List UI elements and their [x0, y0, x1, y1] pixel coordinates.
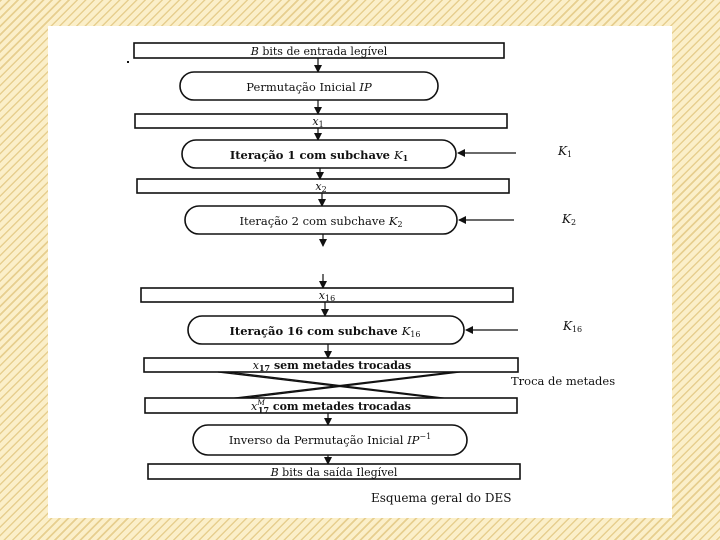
inverse-permutation-var: IP	[407, 433, 420, 447]
x17-sub: 17	[258, 363, 271, 373]
output-box	[148, 464, 520, 479]
svg-text:Permutação Inicial IP	[246, 80, 372, 94]
input-box	[134, 43, 504, 58]
svg-text:xM17 com metades trocadas	[251, 398, 411, 415]
k1-label	[557, 144, 572, 159]
svg-text:Inverso da Permutação Inicial	[229, 432, 431, 447]
x2-box	[137, 179, 509, 194]
inverse-permutation-text: Inverso da Permutação Inicial	[228, 433, 408, 447]
svg-text:B bits da saída Ilegível	[270, 466, 398, 479]
k1-label-sub: 1	[566, 150, 573, 159]
x17m-text: com metades trocadas	[269, 400, 411, 413]
k2-label-base: K	[562, 212, 571, 226]
x2-sub: 2	[321, 185, 327, 194]
iteration-2-key-sub: 2	[397, 220, 403, 229]
iteration-16-box	[188, 316, 464, 344]
iteration-16-key: K	[401, 324, 411, 338]
iteration-1-key: K	[394, 148, 403, 162]
x1-box	[135, 114, 507, 129]
svg-text:Iteração 16 com subchave K16	[230, 324, 421, 339]
x17m-box	[145, 398, 517, 415]
iteration-2-box	[185, 206, 457, 234]
x1-base: x	[312, 115, 319, 128]
svg-text:Iteração 1 com subchave K1	[230, 148, 408, 163]
initial-permutation-text: Permutação Inicial	[246, 80, 360, 94]
des-diagram	[48, 26, 672, 518]
x16-sub: 16	[325, 294, 336, 303]
output-box-var: B	[270, 466, 279, 479]
initial-permutation-box	[180, 72, 438, 100]
svg-text:Iteração 2 com subchave K2	[239, 214, 402, 229]
x17m-sub: 17	[257, 405, 270, 415]
x17-box	[144, 358, 518, 373]
x17m-sup: M	[257, 398, 265, 407]
svg-text:x17 sem metades trocadas	[253, 359, 411, 373]
x17-text: sem metades trocadas	[270, 359, 412, 372]
x2-base: x	[315, 180, 322, 193]
swap-label: Troca de metades	[511, 374, 616, 388]
k16-label-sub: 16	[571, 325, 583, 334]
svg-text:B bits de entrada legível	[250, 45, 388, 58]
output-box-text: bits da saída Ilegível	[278, 466, 398, 479]
x17m-base: x	[251, 400, 258, 413]
k16-label	[562, 319, 582, 334]
x1-sub: 1	[318, 120, 324, 129]
x17-base: x	[252, 359, 259, 372]
diagram-caption: Esquema geral do DES	[371, 491, 512, 505]
x16-box	[141, 288, 513, 303]
x16-base: x	[318, 289, 326, 302]
iteration-2-key: K	[388, 214, 398, 228]
inverse-permutation-sup: −1	[419, 432, 432, 441]
input-box-text: bits de entrada legível	[258, 45, 388, 58]
input-box-var: B	[250, 45, 259, 58]
iteration-16-text: Iteração 16 com subchave	[229, 324, 402, 338]
k16-label-base: K	[563, 319, 572, 333]
k2-label-sub: 2	[570, 218, 577, 227]
k1-label-base: K	[558, 144, 567, 158]
iteration-1-box	[182, 140, 456, 168]
stray-dot	[127, 61, 129, 63]
iteration-1-text: Iteração 1 com subchave	[229, 148, 395, 162]
inverse-permutation-box	[193, 425, 467, 455]
initial-permutation-var: IP	[359, 80, 372, 94]
iteration-2-text: Iteração 2 com subchave	[239, 214, 389, 228]
iteration-1-key-sub: 1	[402, 153, 409, 163]
k2-label	[561, 212, 576, 227]
iteration-16-key-sub: 16	[410, 330, 421, 339]
